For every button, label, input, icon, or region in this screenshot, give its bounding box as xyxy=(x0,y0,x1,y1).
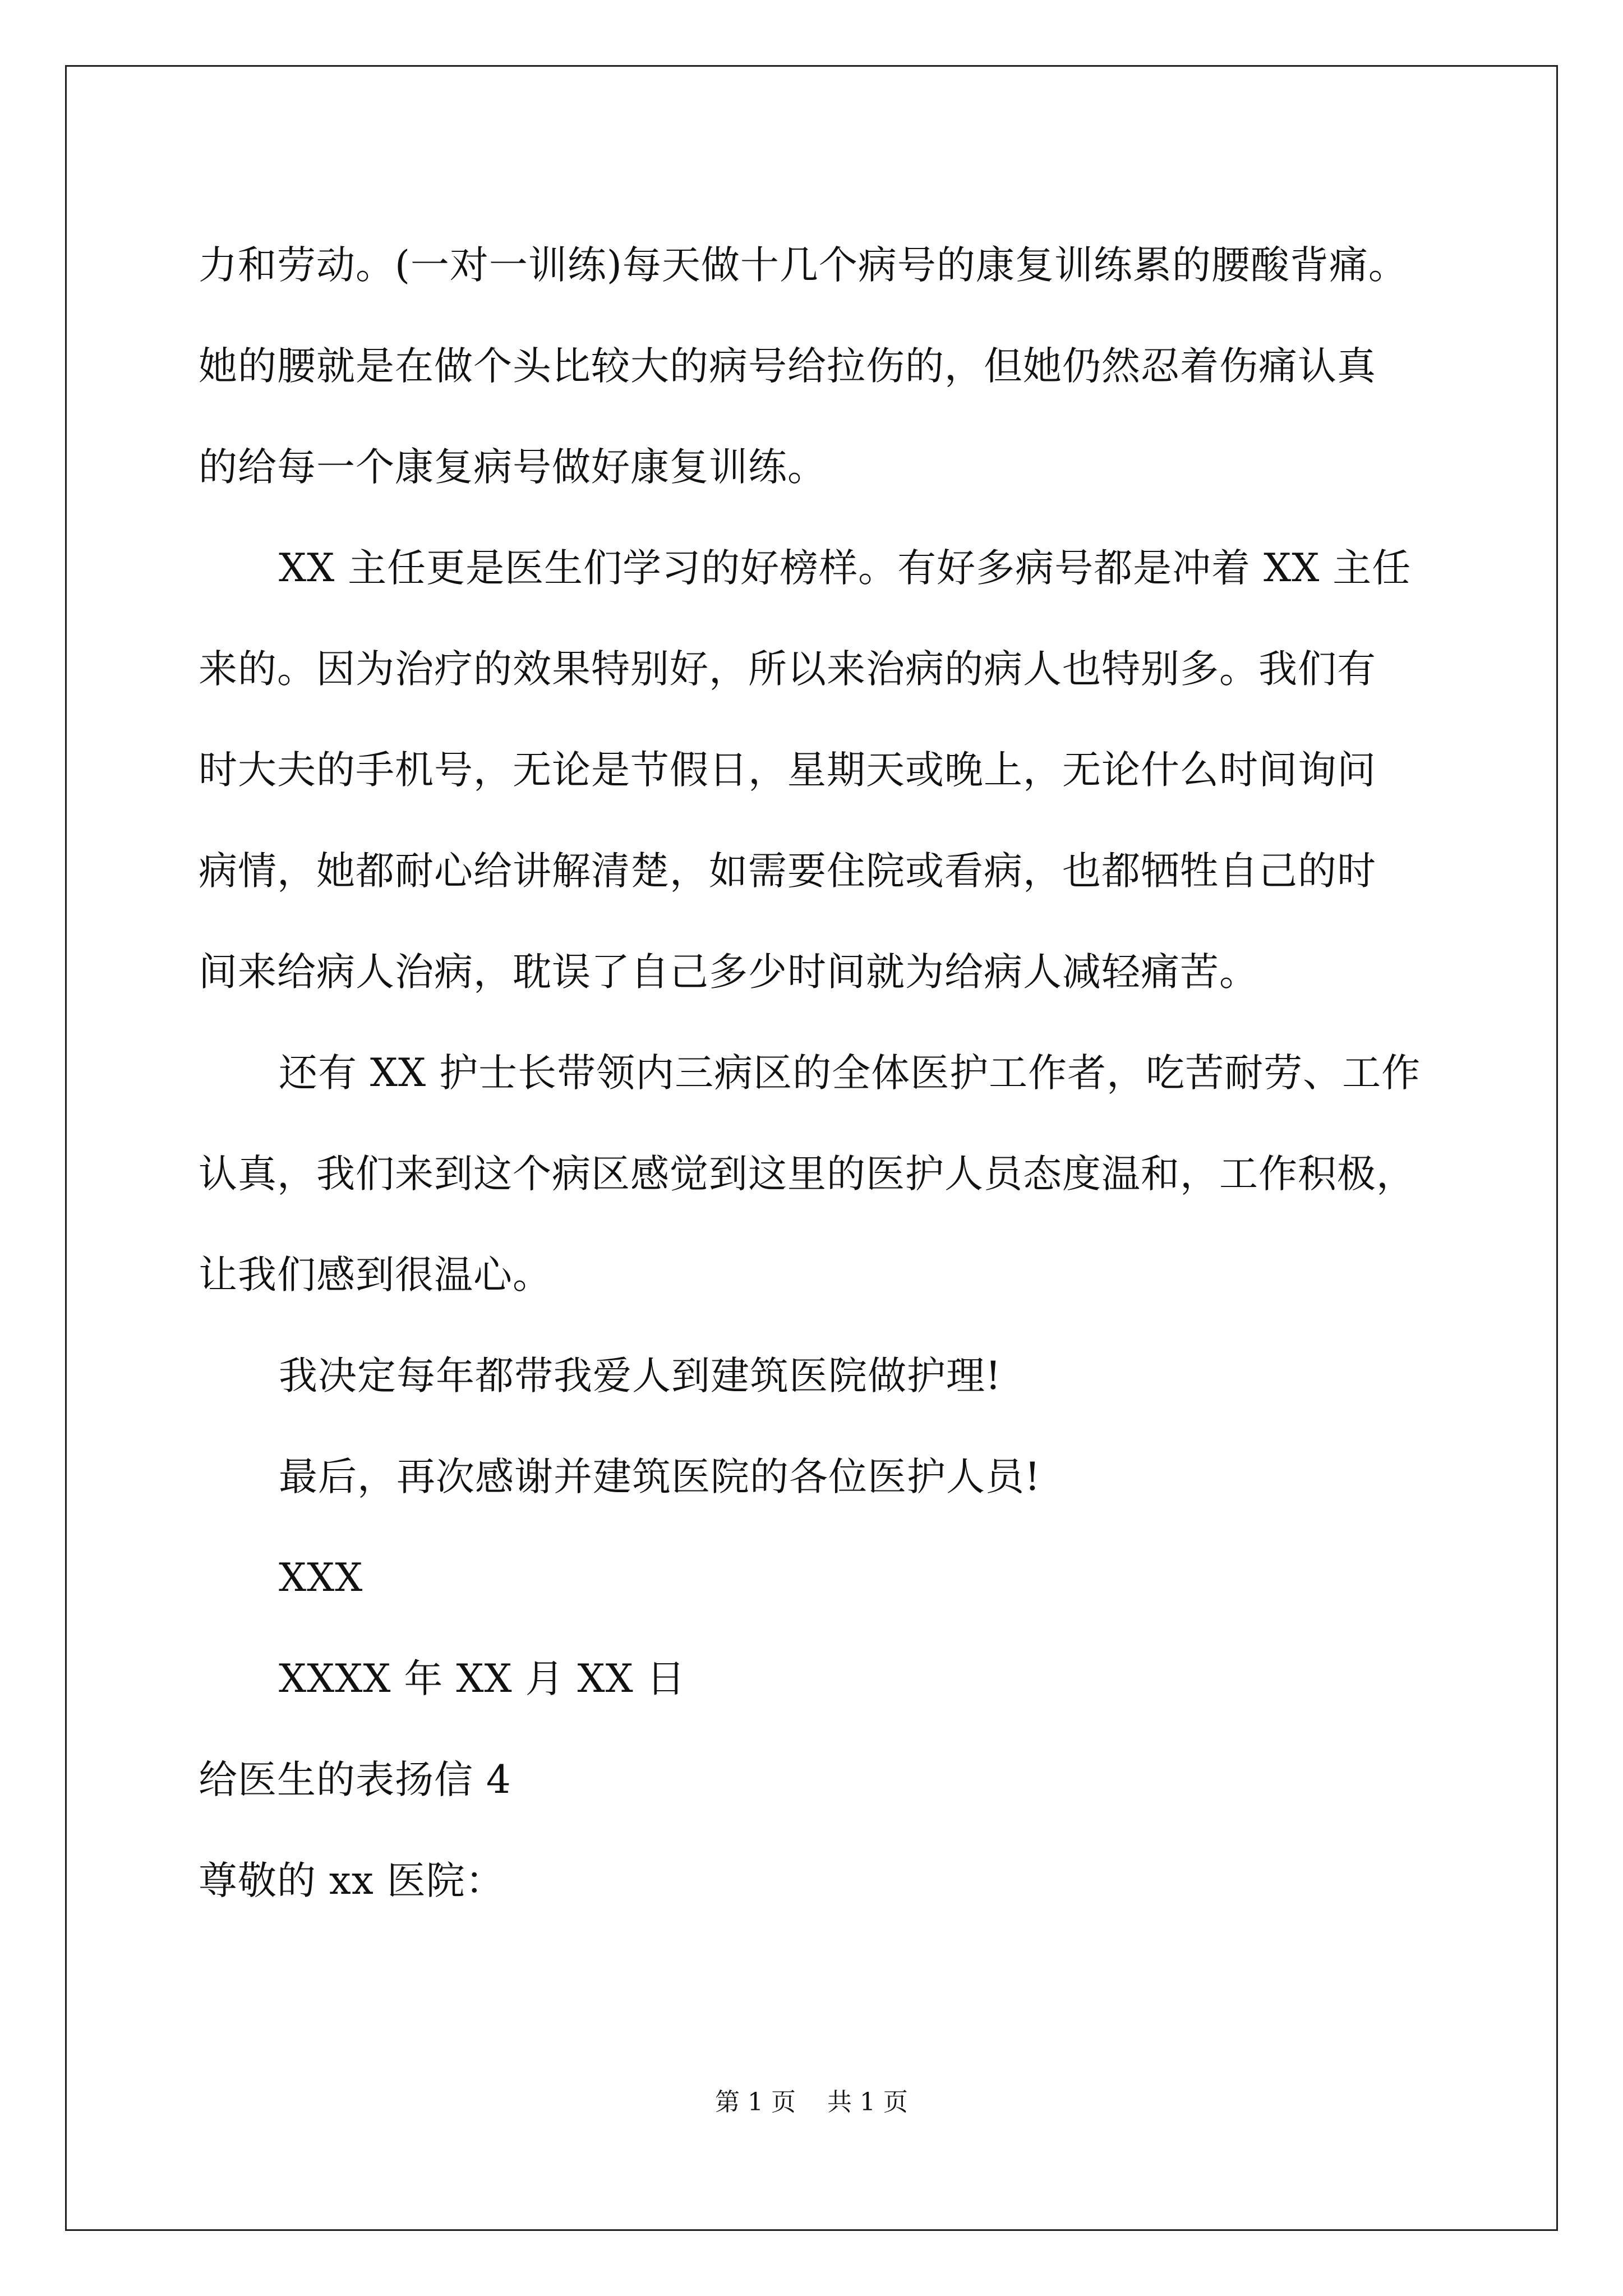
paragraph-start-line: 我决定每年都带我爱人到建筑医院做护理! xyxy=(279,1354,1002,1398)
paragraph-start-line: 最后，再次感谢并建筑医院的各位医护人员! xyxy=(279,1455,1041,1499)
text-line: 认真，我们来到这个病区感觉到这里的医护人员态度温和，工作积极， xyxy=(199,1152,1415,1197)
section-heading: 给医生的表扬信 4 xyxy=(199,1757,511,1802)
text-line: 力和劳动。(一对一训练)每天做十几个病号的康复训练累的腰酸背痛。 xyxy=(199,243,1408,288)
text-line: 来的。因为治疗的效果特别好，所以来治病的病人也特别多。我们有 xyxy=(199,647,1376,692)
text-line: 间来给病人治病，耽误了自己多少时间就为给病人减轻痛苦。 xyxy=(199,950,1258,995)
paragraph-start-line: 还有 XX 护士长带领内三病区的全体医护工作者，吃苦耐劳、工作 xyxy=(279,1051,1421,1096)
signature-name: XXX xyxy=(279,1556,363,1600)
text-line: 病情，她都耐心给讲解清楚，如需要住院或看病，也都牺牲自己的时 xyxy=(199,849,1376,894)
text-line: 时大夫的手机号，无论是节假日，星期天或晚上，无论什么时间询问 xyxy=(199,748,1376,793)
text-line: 她的腰就是在做个头比较大的病号给拉伤的，但她仍然忍着伤痛认真 xyxy=(199,344,1376,389)
text-line: 让我们感到很温心。 xyxy=(199,1253,552,1297)
letter-body xyxy=(199,215,1483,1931)
signature-date: XXXX 年 XX 月 XX 日 xyxy=(279,1657,686,1701)
text-line: 的给每一个康复病号做好康复训练。 xyxy=(199,445,827,490)
salutation: 尊敬的 xx 医院： xyxy=(199,1858,505,1903)
paragraph-start-line: XX 主任更是医生们学习的好榜样。有好多病号都是冲着 XX 主任 xyxy=(279,546,1412,591)
page-number-footer: 第 1 页 共 1 页 xyxy=(715,2088,908,2116)
